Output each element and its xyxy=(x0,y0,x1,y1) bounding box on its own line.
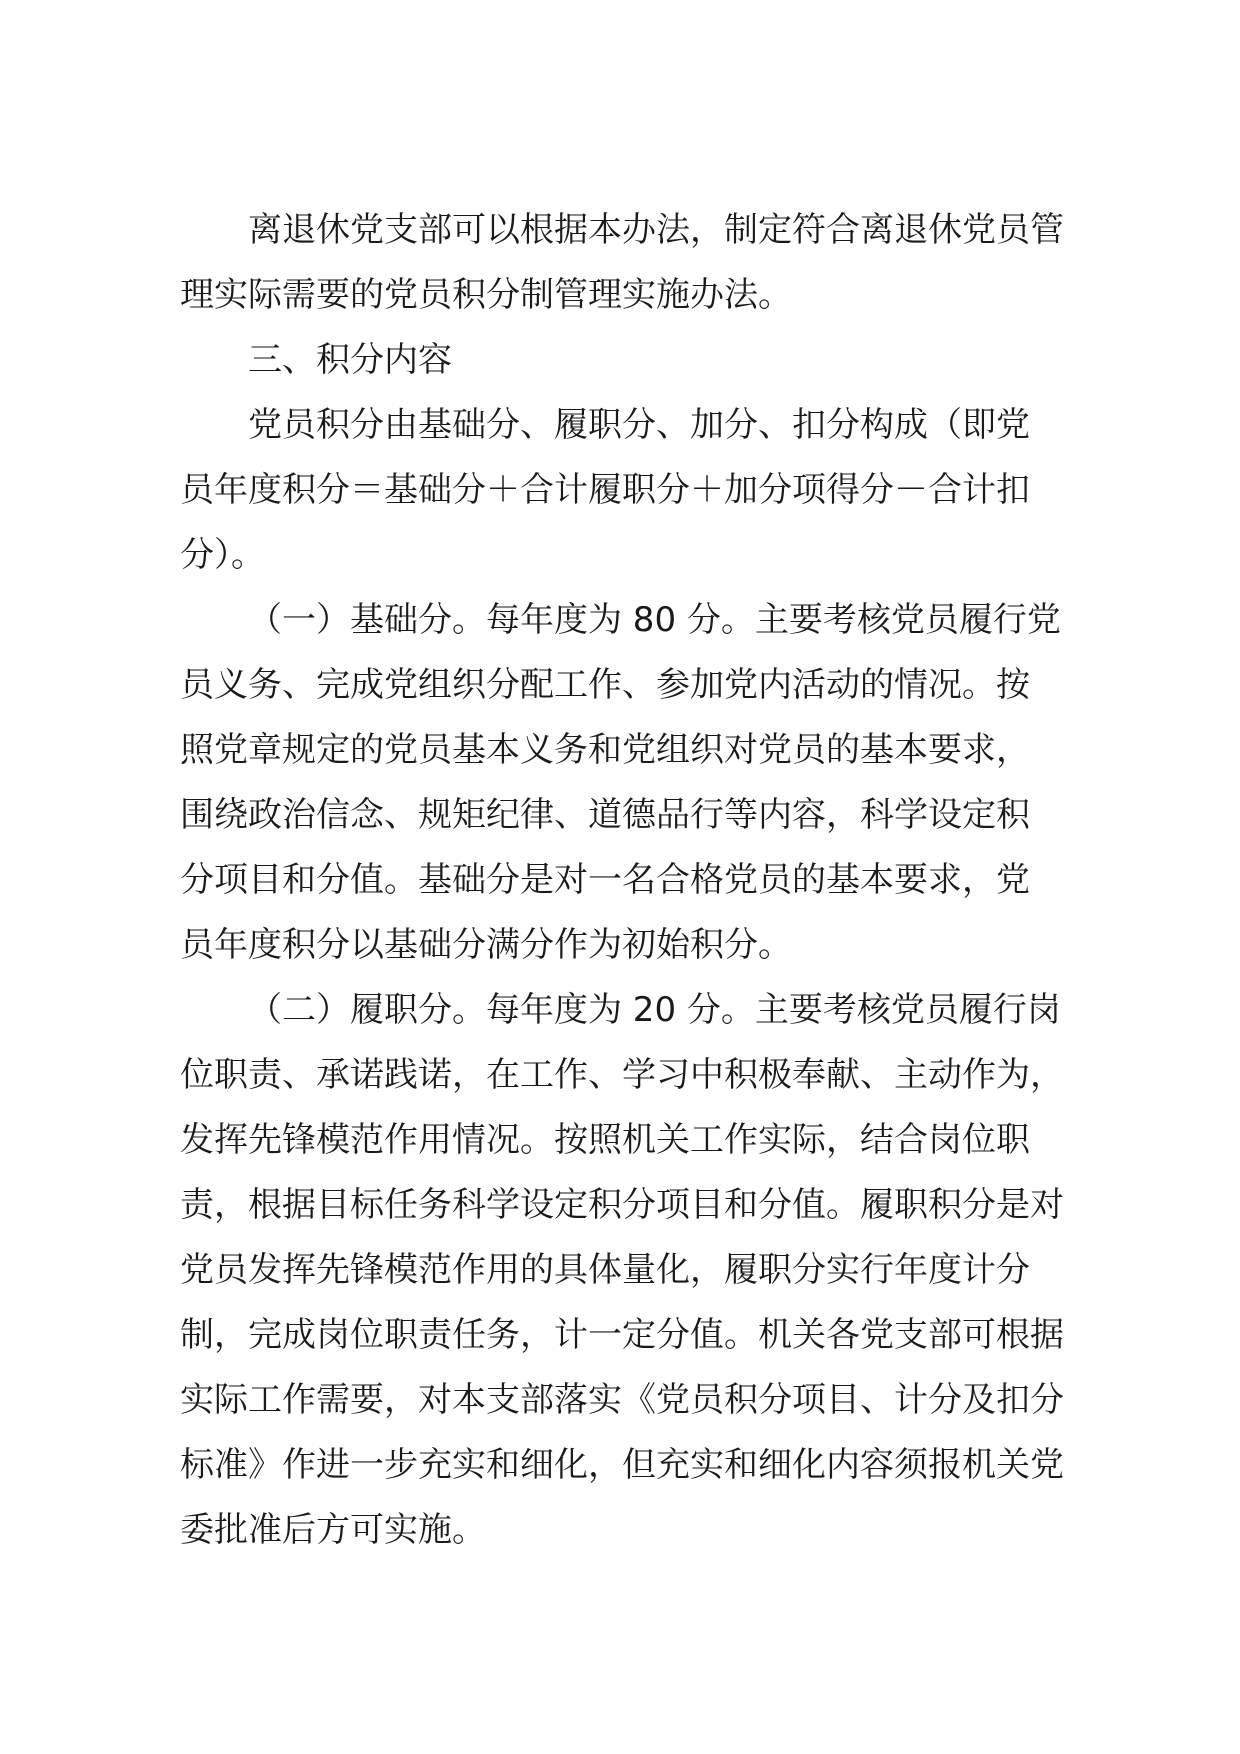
paragraph-duty-points xyxy=(180,978,1064,1563)
text-line: 分项目和分值。基础分是对一名合格党员的基本要求，党 xyxy=(180,860,1030,900)
text-line: 党员发挥先锋模范作用的具体量化，履职分实行年度计分 xyxy=(180,1250,1030,1290)
text-line: 员年度积分＝基础分＋合计履职分＋加分项得分－合计扣 xyxy=(180,470,1030,510)
paragraph-retired-branch xyxy=(180,198,1064,328)
document-body xyxy=(180,198,1064,1563)
text-line: 实际工作需要，对本支部落实《党员积分项目、计分及扣分 xyxy=(180,1380,1064,1420)
text-line: （二）履职分。每年度为 20 分。主要考核党员履行岗 xyxy=(248,990,1061,1030)
text-line: 位职责、承诺践诺，在工作、学习中积极奉献、主动作为， xyxy=(180,1055,1064,1095)
text-line: 标准》作进一步充实和细化，但充实和细化内容须报机关党 xyxy=(180,1445,1064,1485)
paragraph-points-composition xyxy=(180,393,1060,588)
text-line: 责，根据目标任务科学设定积分项目和分值。履职积分是对 xyxy=(180,1185,1064,1225)
text-line: 员义务、完成党组织分配工作、参加党内活动的情况。按 xyxy=(180,665,1030,705)
paragraph-base-points xyxy=(180,588,1060,978)
text-line: 党员积分由基础分、履职分、加分、扣分构成（即党 xyxy=(248,405,1030,445)
text-line: 照党章规定的党员基本义务和党组织对党员的基本要求， xyxy=(180,730,1030,770)
text-line: 员年度积分以基础分满分作为初始积分。 xyxy=(180,925,792,965)
text-line: 发挥先锋模范作用情况。按照机关工作实际，结合岗位职 xyxy=(180,1120,1030,1160)
section-heading: 三、积分内容 xyxy=(248,340,452,380)
text-line: 离退休党支部可以根据本办法，制定符合离退休党员管 xyxy=(248,210,1064,250)
text-line: 分）。 xyxy=(180,535,265,575)
text-line: 制，完成岗位职责任务，计一定分值。机关各党支部可根据 xyxy=(180,1315,1064,1355)
text-line: 委批准后方可实施。 xyxy=(180,1510,486,1550)
text-line: 理实际需要的党员积分制管理实施办法。 xyxy=(180,275,792,315)
text-line: （一）基础分。每年度为 80 分。主要考核党员履行党 xyxy=(248,600,1061,640)
text-line: 围绕政治信念、规矩纪律、道德品行等内容，科学设定积 xyxy=(180,795,1030,835)
section-heading-points-content xyxy=(180,328,1060,393)
